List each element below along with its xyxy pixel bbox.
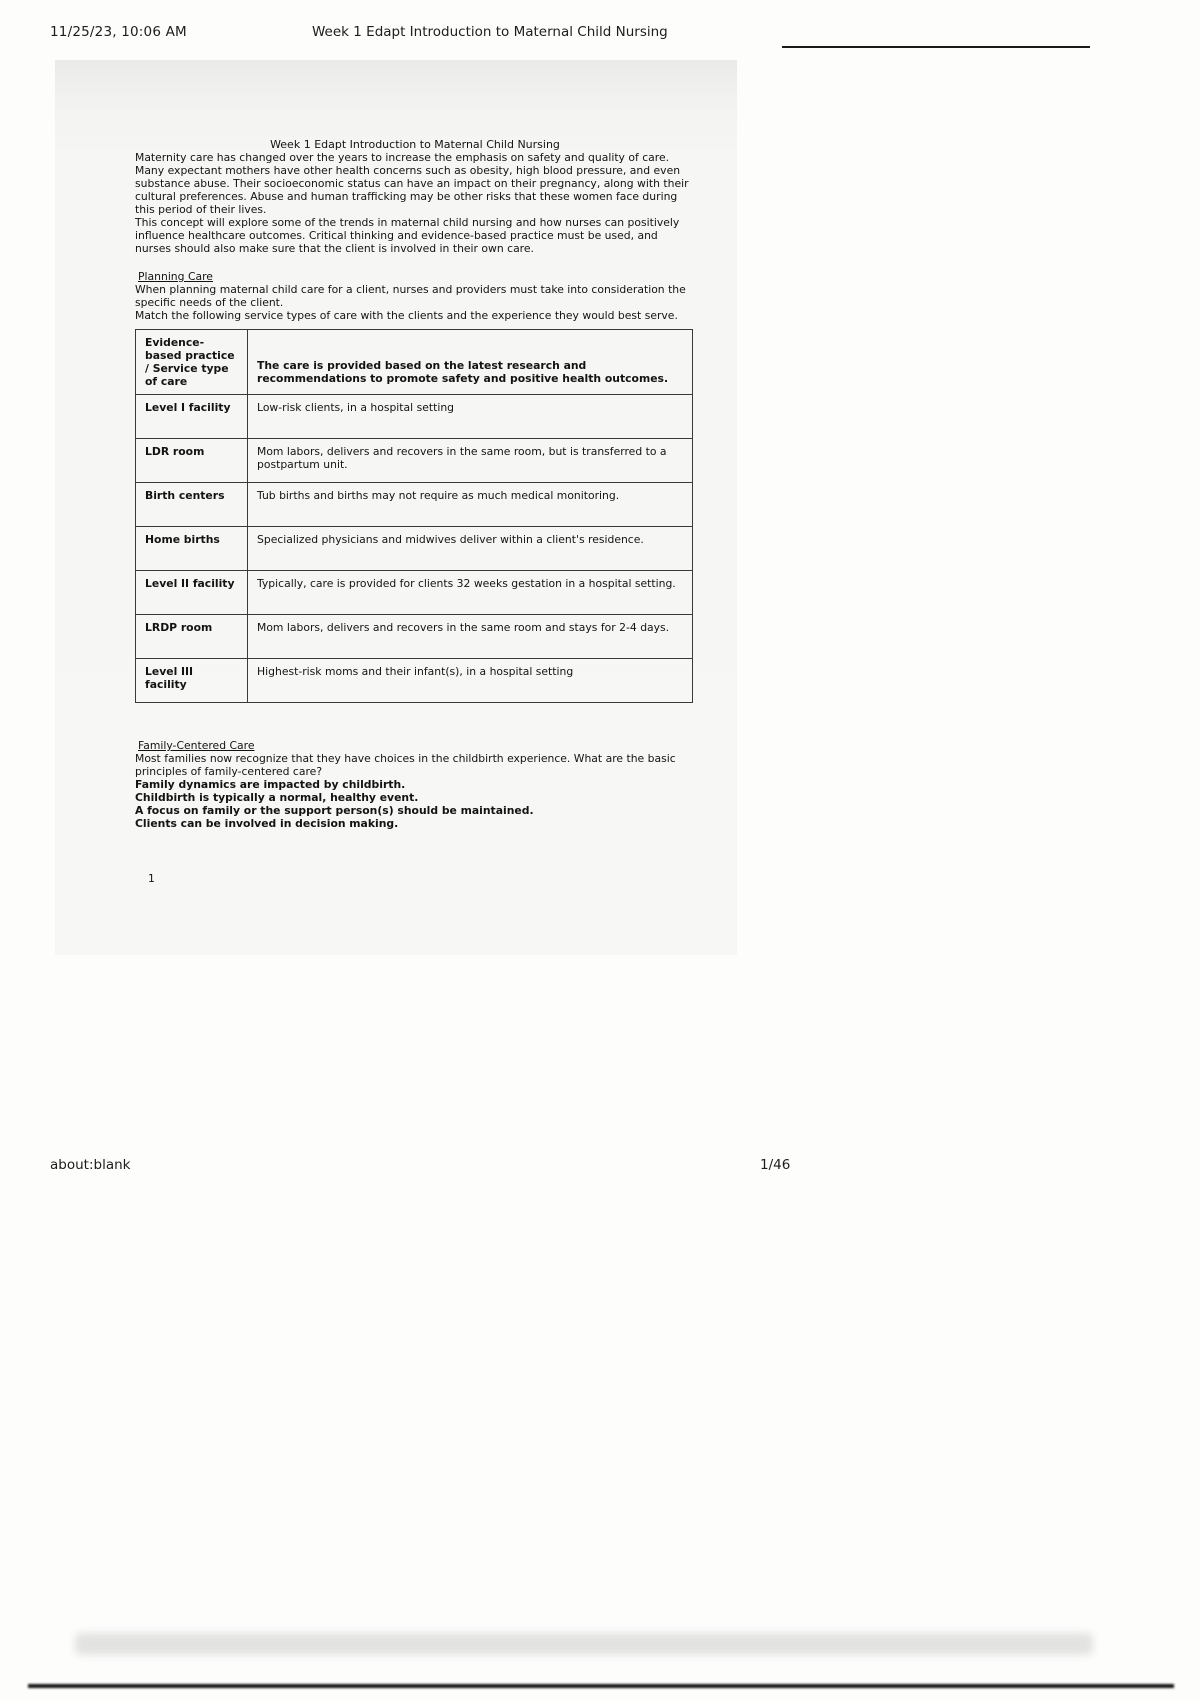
family-centered-care-heading: Family-Centered Care xyxy=(138,739,255,752)
family-centered-care-principles xyxy=(135,778,695,830)
table-cell-term: Home births xyxy=(136,527,248,571)
table-row xyxy=(136,395,693,439)
table-header-term: Evidence-based practice / Service type of care xyxy=(136,330,248,395)
table-cell-term: LRDP room xyxy=(136,615,248,659)
principle-line: Clients can be involved in decision making. xyxy=(135,817,399,830)
intro-paragraph: Maternity care has changed over the years to increase the emphasis on safety and quality of care. xyxy=(135,151,670,164)
table-header-row xyxy=(136,330,693,395)
document-title: Week 1 Edapt Introduction to Maternal Child Nursing xyxy=(270,138,560,151)
table-cell-term: Birth centers xyxy=(136,483,248,527)
print-footer-page-indicator: 1/46 xyxy=(760,1157,791,1173)
document-content xyxy=(135,138,695,885)
table-cell-definition: Mom labors, delivers and recovers in the same room, but is transferred to a postpartum unit. xyxy=(248,439,693,483)
table-cell-definition: Tub births and births may not require as much medical monitoring. xyxy=(248,483,693,527)
intro-paragraph: This concept will explore some of the trends in maternal child nursing and how nurses can positively influence healthcare outcomes. Critical thinking and evidence-based practice must be used, and nurses should also make sure that the client is involved in their own care. xyxy=(135,216,680,255)
planning-care-prompt: Match the following service types of care with the clients and the experience they would best serve. xyxy=(135,309,678,322)
table-cell-definition: Specialized physicians and midwives deliver within a client's residence. xyxy=(248,527,693,571)
principle-line: Childbirth is typically a normal, healthy event. xyxy=(135,791,419,804)
table-row xyxy=(136,483,693,527)
table-row xyxy=(136,615,693,659)
family-centered-care-body: Most families now recognize that they have choices in the childbirth experience. What are the basic principles of family-centered care? xyxy=(135,752,676,778)
print-header-title: Week 1 Edapt Introduction to Maternal Child Nursing xyxy=(312,24,668,40)
scan-artifact-line xyxy=(28,1684,1174,1688)
document-page xyxy=(55,60,737,955)
print-header-datetime: 11/25/23, 10:06 AM xyxy=(50,24,187,40)
table-header-definition: The care is provided based on the latest research and recommendations to promote safety and positive health outcomes. xyxy=(248,330,693,395)
table-cell-definition: Mom labors, delivers and recovers in the same room and stays for 2-4 days. xyxy=(248,615,693,659)
table-row xyxy=(136,571,693,615)
table-row xyxy=(136,659,693,703)
table-row xyxy=(136,439,693,483)
table-cell-definition: Typically, care is provided for clients 32 weeks gestation in a hospital setting. xyxy=(248,571,693,615)
planning-care-body: When planning maternal child care for a client, nurses and providers must take into consideration the specific needs of the client. xyxy=(135,283,686,309)
table-row xyxy=(136,527,693,571)
header-rule xyxy=(782,46,1090,48)
table-cell-term: Level I facility xyxy=(136,395,248,439)
service-types-table xyxy=(135,329,693,703)
document-page-number: 1 xyxy=(148,872,155,885)
planning-care-heading: Planning Care xyxy=(138,270,213,283)
table-cell-term: LDR room xyxy=(136,439,248,483)
principle-line: Family dynamics are impacted by childbirth. xyxy=(135,778,406,791)
print-footer-source: about:blank xyxy=(50,1157,131,1173)
table-cell-term: Level II facility xyxy=(136,571,248,615)
principle-line: A focus on family or the support person(s) should be maintained. xyxy=(135,804,534,817)
scan-artifact-band xyxy=(75,1633,1093,1655)
table-cell-term: Level III facility xyxy=(136,659,248,703)
intro-paragraph: Many expectant mothers have other health concerns such as obesity, high blood pressure, and even substance abuse. Their socioeconomic status can have an impact on their pregnancy, along with their cultural preferences. Abuse and human trafficking may be other risks that these women face during this period of their lives. xyxy=(135,164,689,216)
table-cell-definition: Highest-risk moms and their infant(s), in a hospital setting xyxy=(248,659,693,703)
table-cell-definition: Low-risk clients, in a hospital setting xyxy=(248,395,693,439)
